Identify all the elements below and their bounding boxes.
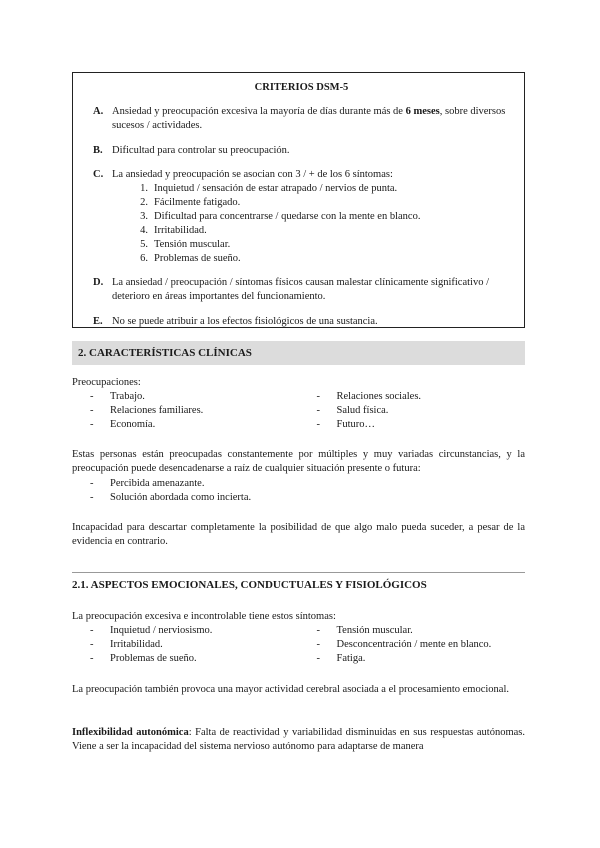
criterion-letter: E. (93, 316, 103, 328)
list-item: - Trabajo. (90, 390, 145, 402)
paragraph: Incapacidad para descartar completamente la posibilidad de que algo malo pueda suceder, a pesar de la evidencia en contrario. (72, 522, 525, 547)
section-divider (72, 572, 525, 573)
situation-list (72, 477, 525, 505)
paragraph: La preocupación también provoca una mayor actividad cerebral asociada a el procesamiento emocional. (72, 684, 510, 695)
list-item: - Problemas de sueño. (90, 652, 197, 664)
list-item: - Economía. (90, 418, 156, 430)
preocupaciones-list-right (299, 390, 526, 432)
list-item (130, 182, 510, 196)
list-number: 2. (140, 197, 148, 209)
symptoms-list-left (72, 624, 299, 666)
term-bold: Inflexibilidad autonómica (72, 727, 189, 738)
list-item: - Tensión muscular. (316, 625, 413, 636)
list-item (130, 238, 510, 252)
intro-text: La preocupación excesiva e incontrolable tiene estos síntomas: (72, 611, 336, 622)
term-definition: : Falta de reactividad y variabilidad disminuidas en sus respuestas autónomas. Viene a ser la incapacidad del sistema nervioso autónomo para adaptarse de manera (72, 727, 525, 752)
paragraph-inflexibilidad (72, 726, 525, 754)
dsm-title: CRITERIOS DSM-5 (254, 82, 349, 93)
criterion-text: La ansiedad y preocupación se asocian con 3 / + de los 6 síntomas: (112, 169, 393, 181)
list-item (130, 210, 510, 224)
list-item: - Salud física. (316, 404, 389, 416)
list-item: - Futuro… (316, 418, 376, 430)
symptoms-block (72, 624, 525, 666)
criterion-letter: A. (93, 105, 104, 117)
list-number: 5. (140, 238, 148, 250)
criterion-letter: C. (93, 169, 104, 181)
paragraph: Estas personas están preocupadas constantemente por múltiples y muy variadas circunstancias, y la preocupación puede desencadenarse a raíz de cualquier situación presente o futura: (72, 449, 525, 474)
list-item: - Irritabilidad. (90, 638, 163, 650)
criterion-text: Ansiedad y preocupación excesiva la mayoría de días durante más de (112, 105, 406, 117)
list-item (130, 252, 510, 266)
list-item (130, 196, 510, 210)
list-text: Fácilmente fatigado. (154, 197, 241, 209)
criterion-text: Dificultad para controlar su preocupación. (112, 144, 290, 156)
section-heading: 2. CARACTERÍSTICAS CLÍNICAS (72, 341, 525, 365)
preocupaciones-list-left (72, 390, 299, 432)
list-item: - Relaciones sociales. (316, 390, 422, 402)
symptom-list (130, 182, 510, 265)
list-number: 3. (140, 211, 148, 223)
criterion-a (93, 105, 510, 133)
list-item (130, 224, 510, 238)
criterion-c (93, 168, 510, 265)
symptoms-list-right (299, 624, 526, 666)
list-text: Inquietud / sensación de estar atrapado / nervios de punta. (154, 183, 398, 195)
preocupaciones-label: Preocupaciones: (72, 377, 141, 388)
list-text: Problemas de sueño. (154, 252, 241, 264)
criterion-b (93, 144, 510, 158)
list-item: - Fatiga. (316, 652, 366, 664)
list-item: - Inquietud / nerviosismo. (90, 625, 213, 636)
situation-list-block (72, 477, 525, 505)
criterion-text: , sobre diversos sucesos / actividades. (112, 105, 506, 131)
subsection-heading: 2.1. ASPECTOS EMOCIONALES, CONDUCTUALES Y FISIOLÓGICOS (72, 579, 427, 591)
criterion-text: La ansiedad / preocupación / síntomas físicos causan malestar clínicamente significativo / deterioro en áreas importantes del funcionamiento. (112, 277, 490, 303)
criterion-bold: 6 meses (405, 105, 440, 117)
list-item: - Desconcentración / mente en blanco. (316, 638, 492, 650)
criterion-letter: B. (93, 144, 103, 156)
list-number: 1. (140, 183, 148, 195)
criterion-d (93, 276, 510, 304)
preocupaciones-block (72, 376, 525, 431)
list-item: - Solución abordada como incierta. (90, 491, 252, 503)
list-text: Tensión muscular. (154, 238, 231, 250)
criterion-letter: D. (93, 277, 104, 289)
list-number: 4. (140, 224, 148, 236)
list-item: - Percibida amenazante. (90, 478, 205, 489)
list-text: Dificultad para concentrarse / quedarse con la mente en blanco. (154, 211, 421, 223)
list-text: Irritabilidad. (154, 224, 207, 236)
list-number: 6. (140, 252, 148, 264)
criterion-e (93, 315, 510, 329)
criterion-text: No se puede atribuir a los efectos fisiológicos de una sustancia. (112, 316, 378, 328)
dsm-criteria-box (72, 72, 525, 328)
list-item: - Relaciones familiares. (90, 404, 204, 416)
